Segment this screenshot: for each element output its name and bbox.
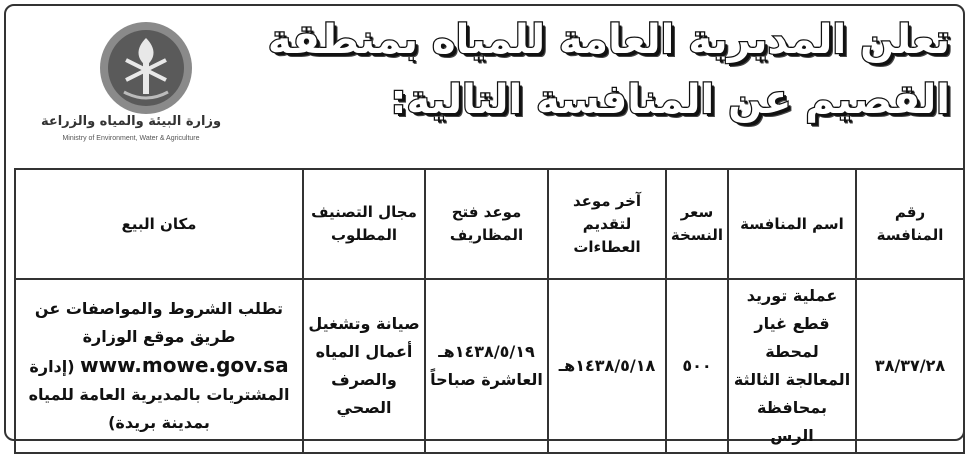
logo-english-text: Ministry of Environment, Water & Agriculture [62,135,200,142]
opening-time-value: العاشرة صباحاً [430,370,543,389]
logo-arabic-text: وزارة البيئة والمياه والزراعة [40,114,222,129]
header-tender-name: اسم المنافسة [728,169,856,279]
table-header-row [15,169,964,279]
header-copy-price: سعر النسخة [666,169,728,279]
cell-tender-no: ٣٨/٣٧/٢٨ [856,279,964,453]
tender-table [14,168,965,454]
headline [230,10,950,130]
opening-date-value: ١٤٣٨/٥/١٩هـ [438,342,535,361]
header-sale-place: مكان البيع [15,169,303,279]
ad-header [12,10,958,160]
ministry-logo [36,18,236,148]
header-last-date: آخر موعد لتقديم العطاءات [548,169,666,279]
cell-last-date: ١٤٣٨/٥/١٨هـ [548,279,666,453]
cell-sale-place [15,279,303,453]
cell-tender-name: عملية توريد قطع غيار لمحطة المعالجة الثالثة بمحافظة الرس [728,279,856,453]
sale-place-note: (إدارة المشتريات بالمديرية العامة للمياه بمدينة بريدة) [28,357,290,432]
table-row [15,279,964,453]
header-classification: مجال التصنيف المطلوب [303,169,425,279]
cell-classification: صيانة وتشغيل أعمال المياه والصرف الصحي [303,279,425,453]
headline-line-1: تعلن المديرية العامة للمياه بمنطقة [267,17,950,63]
ministry-emblem-icon [96,18,196,118]
cell-opening-date [425,279,548,453]
header-tender-no: رقم المنافسة [856,169,964,279]
headline-line-2: القصيم عن المنافسة التالية: [390,77,950,123]
sale-place-text: تطلب الشروط والمواصفات عن طريق موقع الوزارة [34,299,284,346]
header-opening-date: موعد فتح المظاريف [425,169,548,279]
ministry-website-link[interactable]: www.mowe.gov.sa [80,353,289,377]
cell-copy-price: ٥٠٠ [666,279,728,453]
